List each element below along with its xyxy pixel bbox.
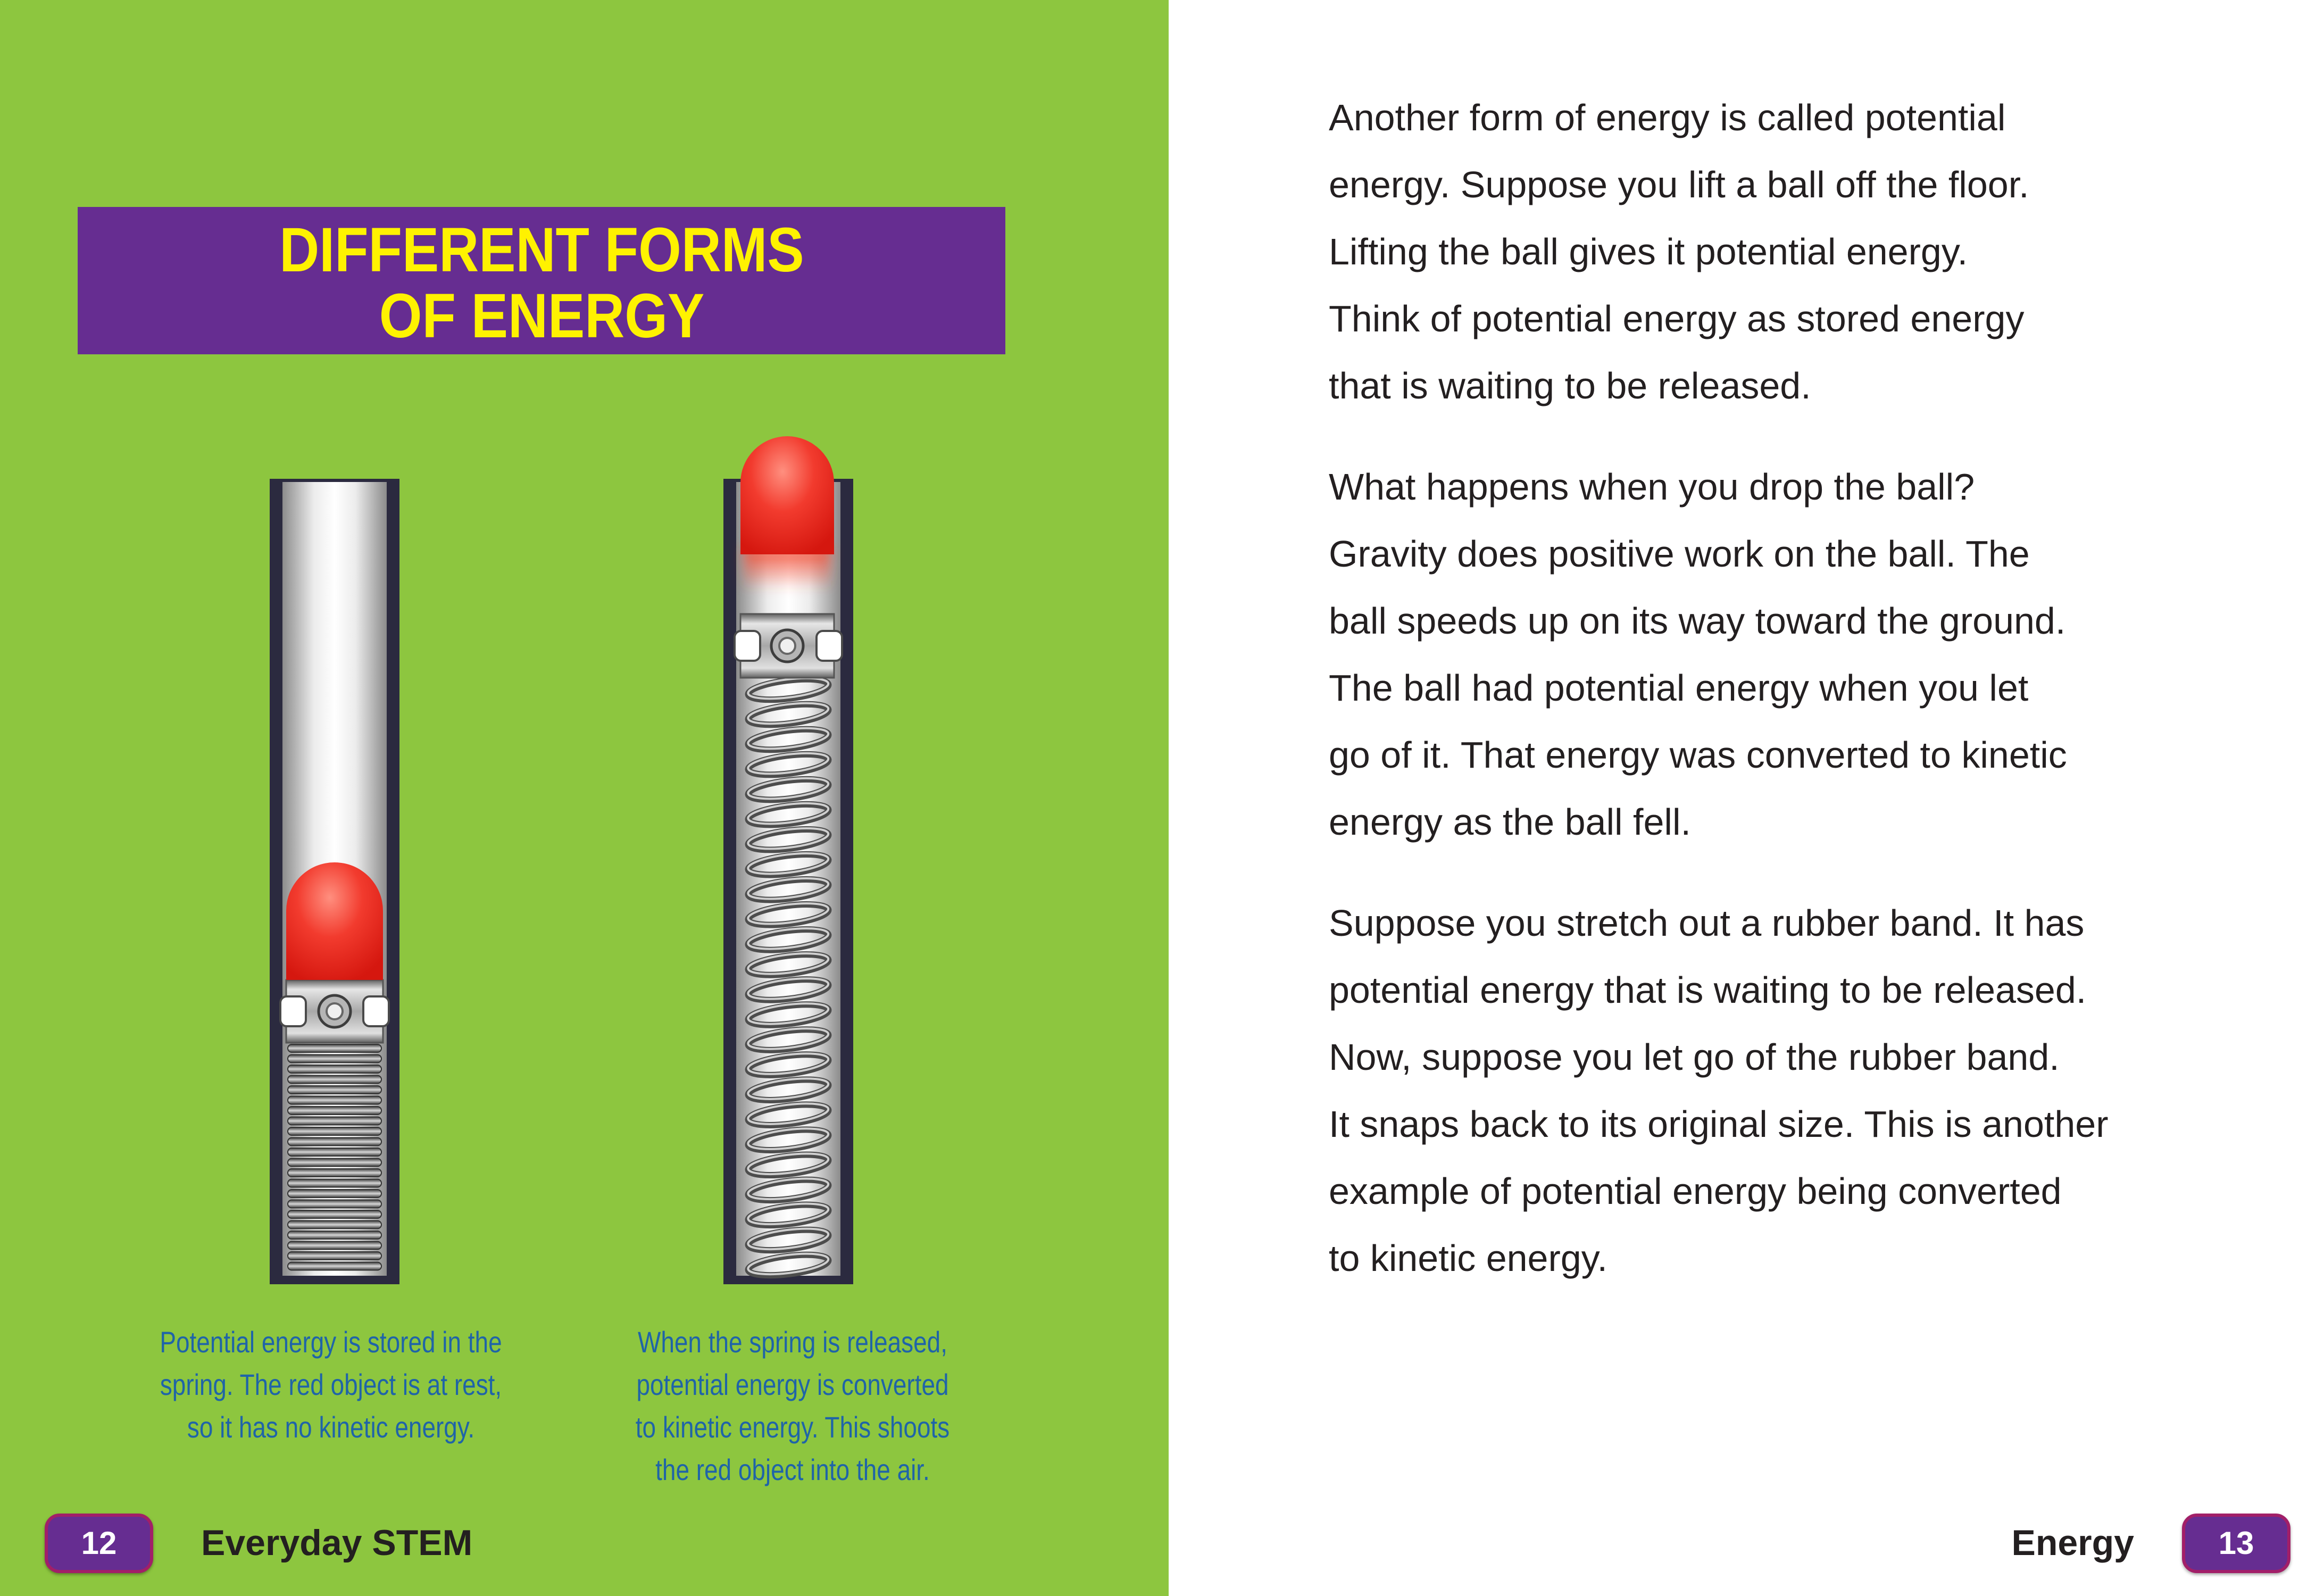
plunger-ring-center [327, 1003, 343, 1019]
section-title: Energy [2011, 1523, 2134, 1563]
spring-coil [288, 1096, 381, 1104]
compressed-spring-tube [270, 479, 399, 1284]
caption-line: to kinetic energy. This shoots [635, 1410, 950, 1444]
body-text [1329, 84, 2109, 1326]
text-line: Suppose you stretch out a rubber band. It has [1329, 902, 2085, 944]
text-line: Lifting the ball gives it potential energy. [1329, 231, 1968, 272]
text-line: Think of potential energy as stored energy [1329, 298, 2025, 339]
page-number-badge-left: 12 [45, 1514, 153, 1573]
spring-coil [288, 1107, 381, 1115]
spring-coil [288, 1076, 381, 1084]
spring-coil [288, 1210, 381, 1218]
plunger-tab-left [735, 631, 760, 661]
text-line: Another form of energy is called potential [1329, 97, 2006, 138]
text-line: Gravity does positive work on the ball. The [1329, 533, 2030, 575]
plunger-ring-center [779, 638, 795, 654]
red-object [286, 862, 383, 980]
spring-coil [288, 1065, 381, 1073]
caption-line: so it has no kinetic energy. [187, 1410, 475, 1444]
spring-coil [288, 1044, 381, 1052]
spring-coil [288, 1159, 381, 1167]
page-number-badge-right: 13 [2182, 1514, 2290, 1573]
spring-coil [288, 1117, 381, 1125]
caption-line: Potential energy is stored in the [160, 1325, 502, 1359]
spring-coil [288, 1127, 381, 1135]
text-line: to kinetic energy. [1329, 1237, 1607, 1279]
spring-coil [288, 1138, 381, 1146]
caption-line: When the spring is released, [638, 1325, 947, 1359]
spring-coil [288, 1262, 381, 1270]
text-line: ball speeds up on its way toward the ground. [1329, 600, 2066, 642]
caption-line: the red object into the air. [655, 1453, 930, 1486]
text-line: energy as the ball fell. [1329, 801, 1691, 843]
text-line: The ball had potential energy when you let [1329, 667, 2029, 709]
spring-coil [288, 1242, 381, 1250]
text-line: It snaps back to its original size. This is another [1329, 1103, 2109, 1145]
book-title: Everyday STEM [201, 1523, 473, 1563]
plunger-tab-left [280, 996, 306, 1026]
text-line: What happens when you drop the ball? [1329, 466, 1975, 508]
released-spring-tube [723, 436, 853, 1284]
spring-coil [288, 1231, 381, 1239]
paragraph [1329, 453, 2109, 855]
paragraph [1329, 84, 2109, 419]
red-object [740, 436, 834, 554]
text-line: Now, suppose you let go of the rubber band. [1329, 1036, 2060, 1078]
text-line: potential energy that is waiting to be released. [1329, 969, 2087, 1011]
spring-coil [288, 1169, 381, 1177]
text-line: that is waiting to be released. [1329, 365, 1811, 406]
plunger-tab-right [363, 996, 389, 1026]
spring-coil [288, 1221, 381, 1229]
spring-coil [288, 1086, 381, 1094]
spring-coil [288, 1200, 381, 1208]
title-line-text: OF ENERGY [379, 281, 704, 351]
spring-coil [288, 1148, 381, 1156]
compressed-spring-caption [113, 1321, 549, 1449]
text-line: go of it. That energy was converted to kinetic [1329, 734, 2067, 776]
text-line: example of potential energy being converted [1329, 1170, 2062, 1212]
paragraph [1329, 890, 2109, 1292]
spring-coil [288, 1055, 381, 1063]
spring-coil [288, 1179, 381, 1187]
plunger [735, 614, 842, 678]
title-line-text: DIFFERENT FORMS [279, 215, 804, 285]
plunger-tab-right [817, 631, 842, 661]
released-spring-caption [574, 1321, 1011, 1491]
plunger [280, 980, 389, 1043]
caption-line: potential energy is converted [636, 1368, 949, 1401]
caption-line: spring. The red object is at rest, [160, 1368, 502, 1401]
spring-coil [288, 1252, 381, 1260]
spring-coil [288, 1190, 381, 1198]
text-line: energy. Suppose you lift a ball off the floor. [1329, 164, 2029, 205]
